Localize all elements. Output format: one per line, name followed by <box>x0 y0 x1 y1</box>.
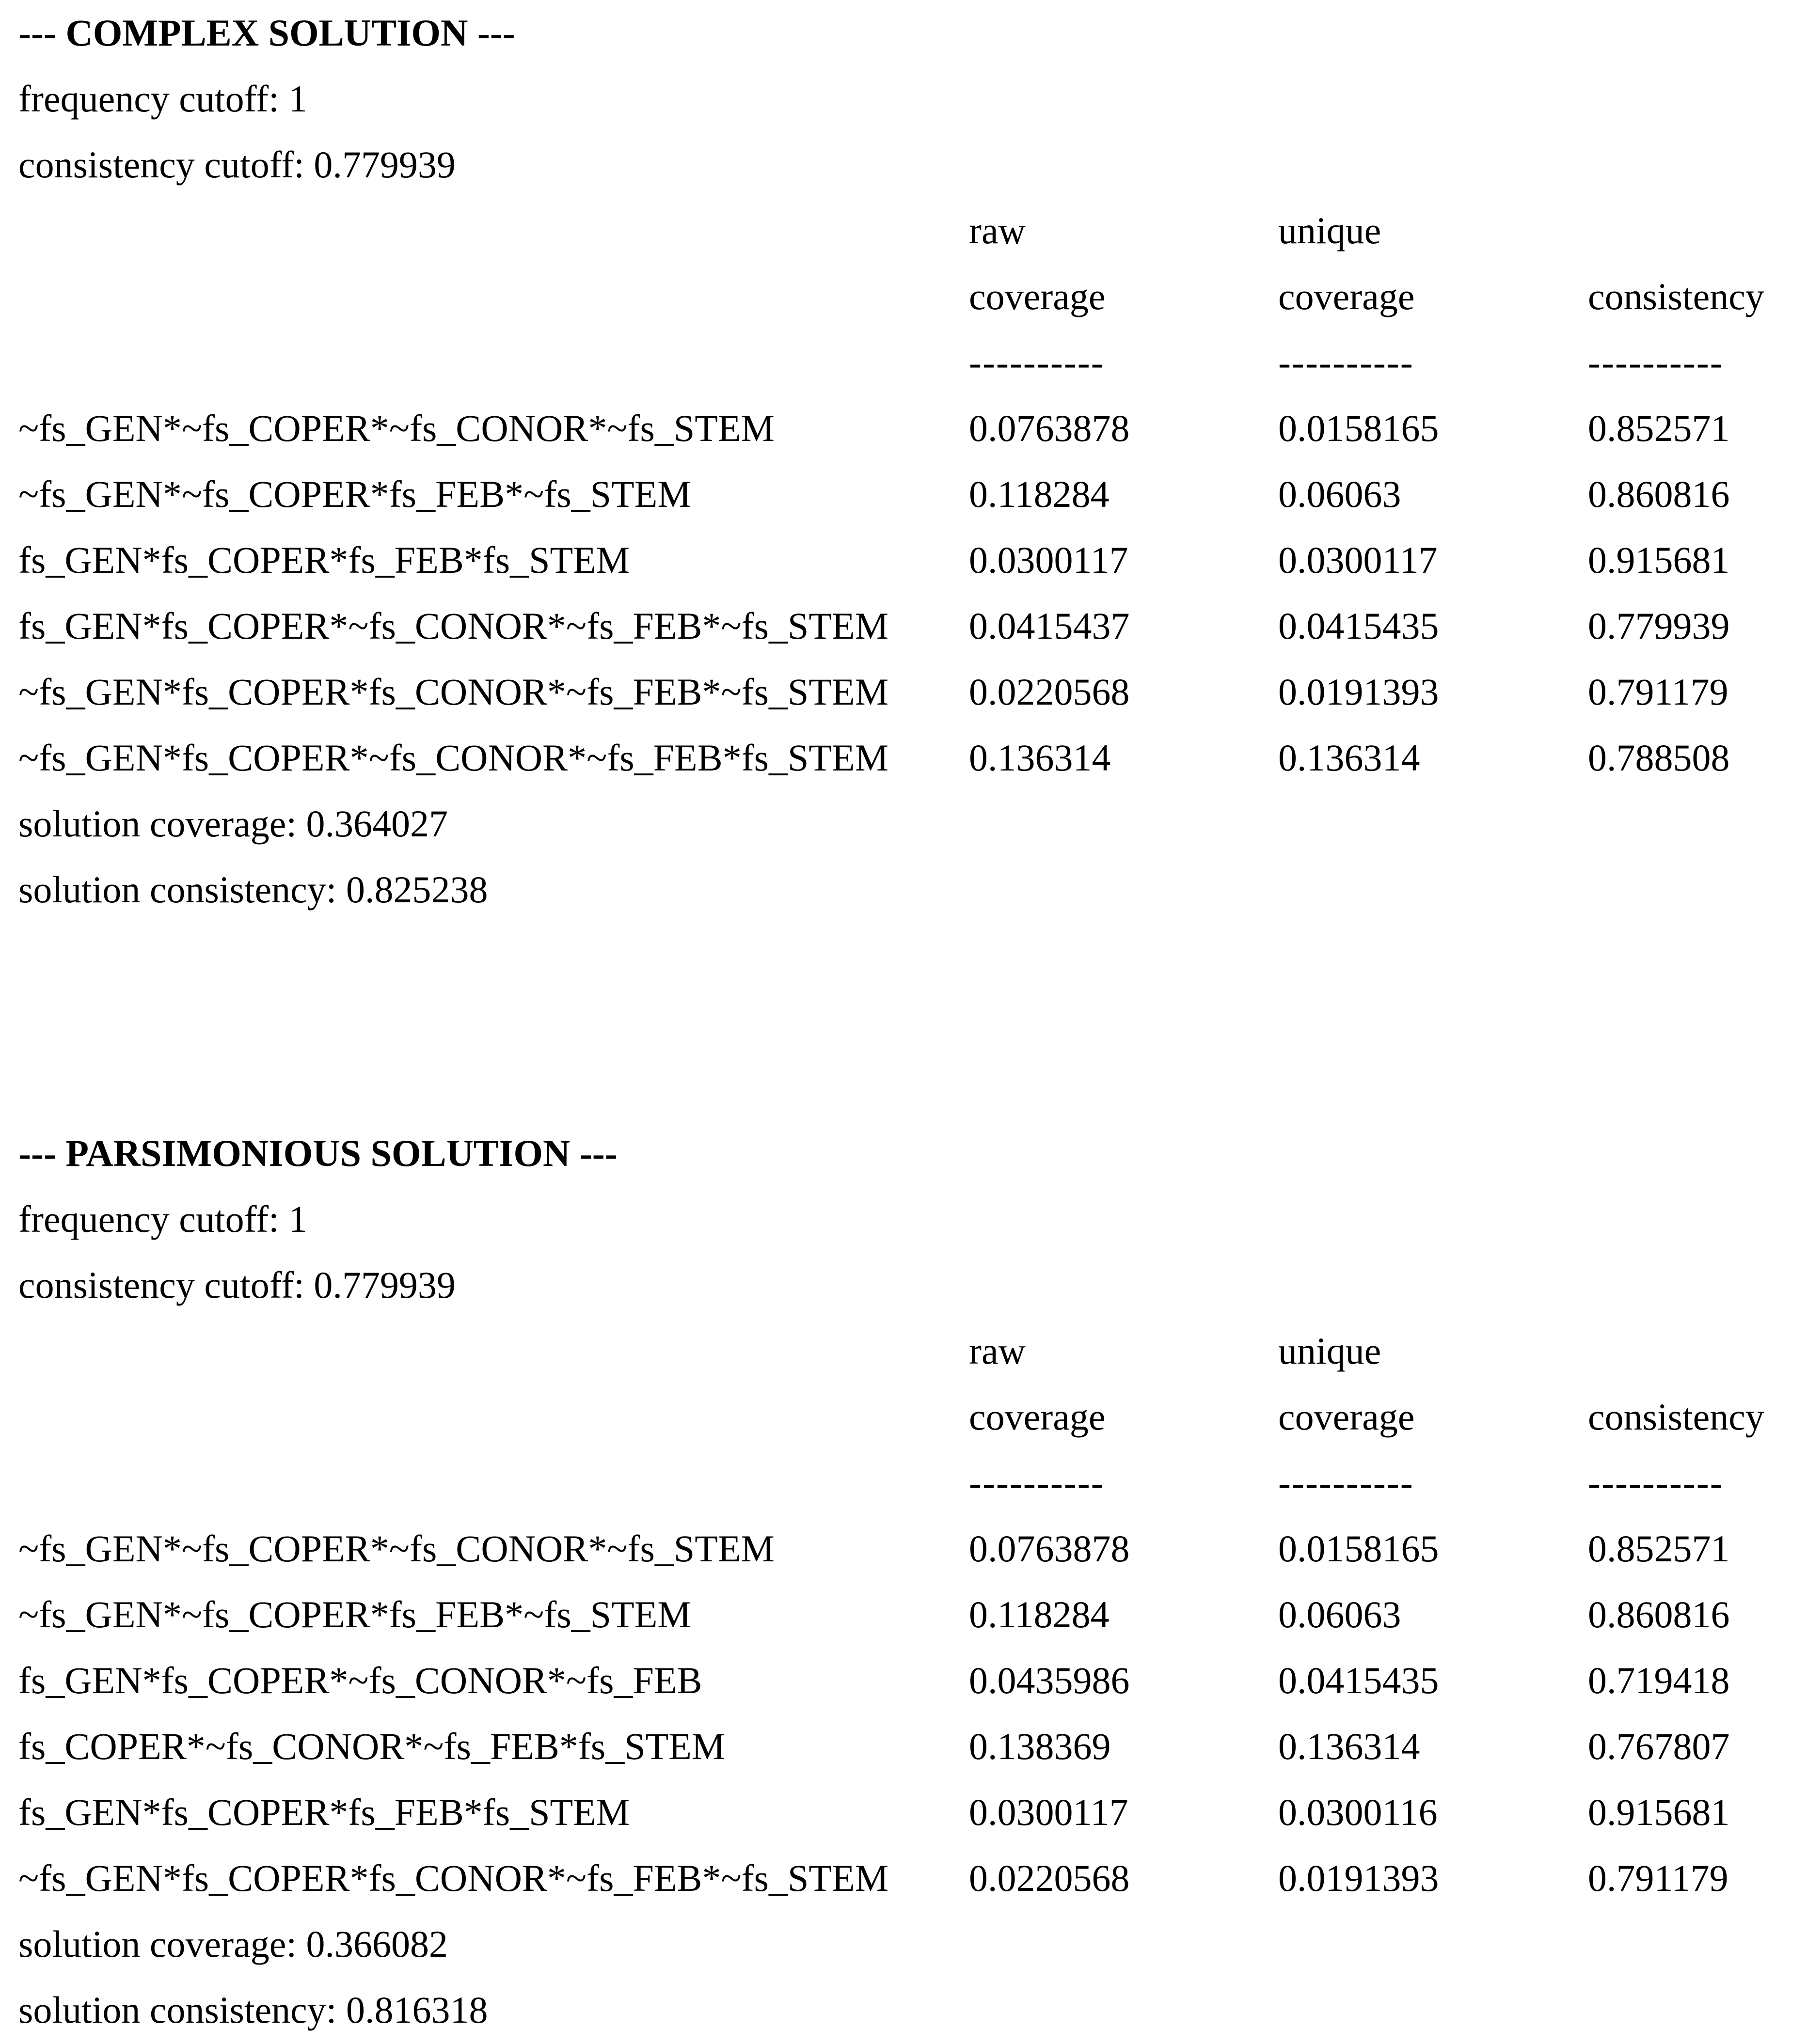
table-row <box>18 1845 1802 1911</box>
term: ~fs_GEN*~fs_COPER*~fs_CONOR*~fs_STEM <box>18 407 775 449</box>
section-title: --- PARSIMONIOUS SOLUTION --- <box>18 1132 618 1174</box>
table-separator <box>18 330 1802 395</box>
raw-coverage: 0.0435986 <box>969 1659 1130 1701</box>
consistency: 0.788508 <box>1588 737 1730 779</box>
frequency-cutoff: frequency cutoff: 1 <box>18 78 308 120</box>
header-raw: raw <box>969 209 1026 252</box>
table-row <box>18 1516 1802 1582</box>
raw-coverage: 0.0415437 <box>969 605 1130 647</box>
solution-coverage: solution coverage: 0.364027 <box>18 802 448 845</box>
term: ~fs_GEN*~fs_COPER*fs_FEB*~fs_STEM <box>18 473 691 515</box>
solution-consistency: solution consistency: 0.825238 <box>18 868 488 911</box>
table-separator <box>18 1450 1802 1516</box>
term: ~fs_GEN*fs_COPER*fs_CONOR*~fs_FEB*~fs_STEM <box>18 1857 889 1899</box>
separator-dashes: ---------- <box>969 341 1105 383</box>
table-row <box>18 395 1802 461</box>
header-raw: raw <box>969 1330 1026 1372</box>
table-row <box>18 1779 1802 1845</box>
unique-coverage: 0.0300117 <box>1278 539 1438 581</box>
unique-coverage: 0.0415435 <box>1278 605 1439 647</box>
header-unique-coverage: coverage <box>1278 1396 1415 1438</box>
table-row <box>18 1648 1802 1714</box>
table-header-row-1 <box>18 198 1802 264</box>
term: fs_GEN*fs_COPER*fs_FEB*fs_STEM <box>18 539 630 581</box>
raw-coverage: 0.118284 <box>969 1593 1110 1635</box>
consistency: 0.791179 <box>1588 1857 1728 1899</box>
table-header-row-2 <box>18 264 1802 330</box>
consistency: 0.852571 <box>1588 1527 1730 1570</box>
unique-coverage: 0.0158165 <box>1278 407 1439 449</box>
header-consistency: consistency <box>1588 1396 1764 1438</box>
consistency: 0.719418 <box>1588 1659 1730 1701</box>
header-unique: unique <box>1278 209 1381 252</box>
term: ~fs_GEN*~fs_COPER*fs_FEB*~fs_STEM <box>18 1593 691 1635</box>
section-title: --- COMPLEX SOLUTION --- <box>18 12 515 54</box>
separator-dashes: ---------- <box>1278 341 1414 383</box>
unique-coverage: 0.0191393 <box>1278 1857 1439 1899</box>
consistency-cutoff: consistency cutoff: 0.779939 <box>18 1264 456 1306</box>
table-row <box>18 1582 1802 1648</box>
header-unique: unique <box>1278 1330 1381 1372</box>
raw-coverage: 0.138369 <box>969 1725 1111 1767</box>
term: ~fs_GEN*~fs_COPER*~fs_CONOR*~fs_STEM <box>18 1527 775 1570</box>
raw-coverage: 0.0763878 <box>969 407 1130 449</box>
raw-coverage: 0.118284 <box>969 473 1110 515</box>
term: ~fs_GEN*fs_COPER*fs_CONOR*~fs_FEB*~fs_STEM <box>18 671 889 713</box>
raw-coverage: 0.0763878 <box>969 1527 1130 1570</box>
header-raw-coverage: coverage <box>969 275 1106 317</box>
unique-coverage: 0.0191393 <box>1278 671 1439 713</box>
consistency: 0.767807 <box>1588 1725 1730 1767</box>
solution-consistency: solution consistency: 0.816318 <box>18 1989 488 2031</box>
table-row <box>18 659 1802 725</box>
consistency: 0.860816 <box>1588 473 1730 515</box>
term: fs_GEN*fs_COPER*~fs_CONOR*~fs_FEB <box>18 1659 702 1701</box>
raw-coverage: 0.0300117 <box>969 539 1128 581</box>
separator-dashes: ---------- <box>969 1462 1105 1504</box>
table-row <box>18 461 1802 527</box>
consistency-cutoff: consistency cutoff: 0.779939 <box>18 143 456 186</box>
term: ~fs_GEN*fs_COPER*~fs_CONOR*~fs_FEB*fs_STEM <box>18 737 889 779</box>
raw-coverage: 0.0220568 <box>969 1857 1130 1899</box>
consistency: 0.915681 <box>1588 1791 1730 1833</box>
frequency-cutoff: frequency cutoff: 1 <box>18 1198 308 1240</box>
unique-coverage: 0.06063 <box>1278 473 1401 515</box>
header-raw-coverage: coverage <box>969 1396 1106 1438</box>
table-row <box>18 1714 1802 1779</box>
separator-dashes: ---------- <box>1588 341 1724 383</box>
separator-dashes: ---------- <box>1278 1462 1414 1504</box>
table-row <box>18 593 1802 659</box>
term: fs_GEN*fs_COPER*~fs_CONOR*~fs_FEB*~fs_STEM <box>18 605 889 647</box>
unique-coverage: 0.0300116 <box>1278 1791 1438 1833</box>
raw-coverage: 0.136314 <box>969 737 1111 779</box>
consistency: 0.779939 <box>1588 605 1730 647</box>
unique-coverage: 0.136314 <box>1278 737 1420 779</box>
raw-coverage: 0.0220568 <box>969 671 1130 713</box>
solution-coverage: solution coverage: 0.366082 <box>18 1923 448 1965</box>
separator-dashes: ---------- <box>1588 1462 1724 1504</box>
table-row <box>18 527 1802 593</box>
term: fs_GEN*fs_COPER*fs_FEB*fs_STEM <box>18 1791 630 1833</box>
term: fs_COPER*~fs_CONOR*~fs_FEB*fs_STEM <box>18 1725 726 1767</box>
consistency: 0.852571 <box>1588 407 1730 449</box>
unique-coverage: 0.06063 <box>1278 1593 1401 1635</box>
header-consistency: consistency <box>1588 275 1764 317</box>
table-header-row-1 <box>18 1318 1802 1384</box>
consistency: 0.791179 <box>1588 671 1728 713</box>
header-unique-coverage: coverage <box>1278 275 1415 317</box>
table-row <box>18 725 1802 791</box>
table-header-row-2 <box>18 1384 1802 1450</box>
consistency: 0.860816 <box>1588 1593 1730 1635</box>
unique-coverage: 0.0415435 <box>1278 1659 1439 1701</box>
consistency: 0.915681 <box>1588 539 1730 581</box>
raw-coverage: 0.0300117 <box>969 1791 1128 1833</box>
unique-coverage: 0.136314 <box>1278 1725 1420 1767</box>
unique-coverage: 0.0158165 <box>1278 1527 1439 1570</box>
